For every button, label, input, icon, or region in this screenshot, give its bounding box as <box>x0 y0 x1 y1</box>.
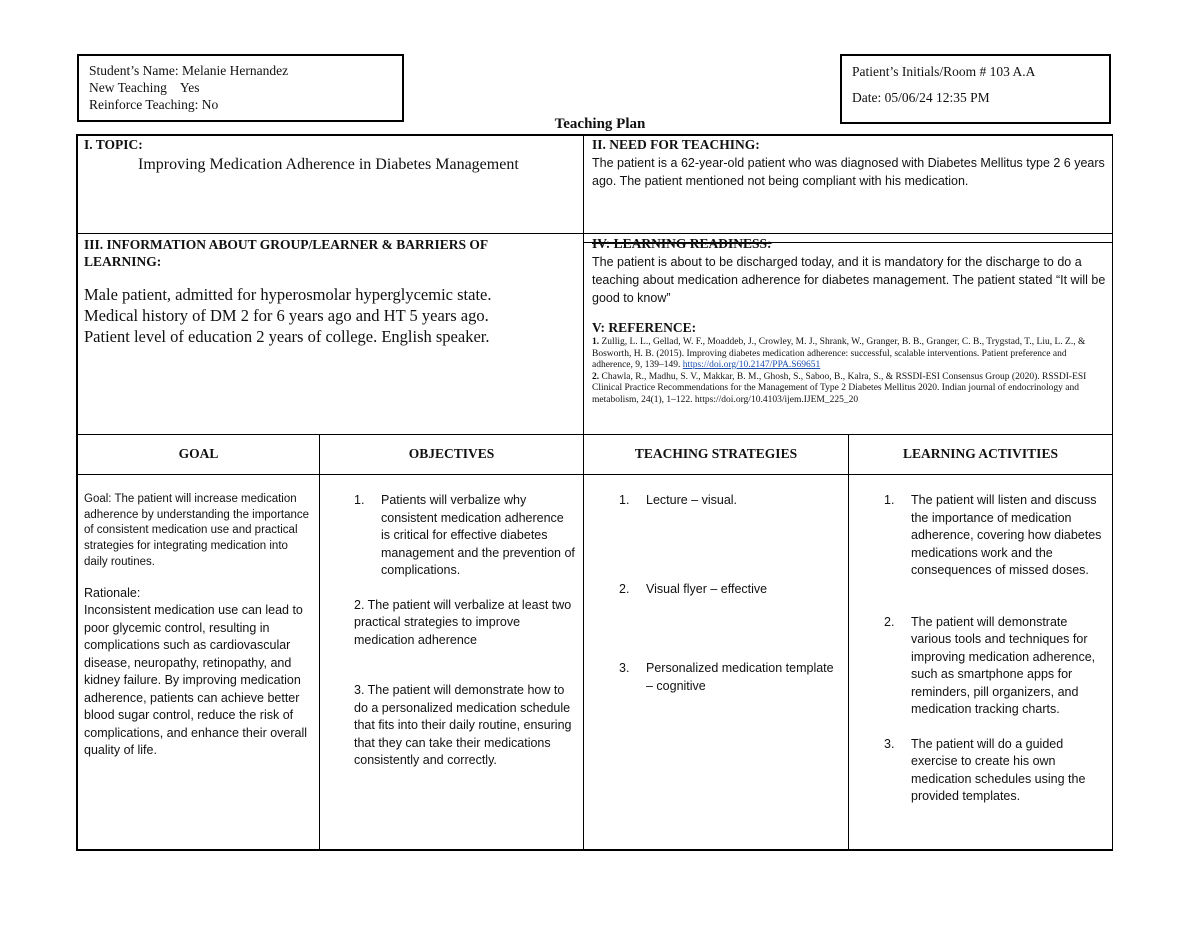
patient-info-box <box>840 54 1111 124</box>
activity-2-text: The patient will demonstrate various tools and techniques for improving medication adherence, such as smartphone apps for reminders, pill organizers, and medication tracking charts. <box>911 614 1096 716</box>
patient-initials-room: Patient’s Initials/Room # 103 A.A <box>852 64 1036 79</box>
need-heading: II. NEED FOR TEACHING: <box>592 137 760 152</box>
strategy-3-text: Personalized medication template – cognitive <box>646 661 834 693</box>
readiness-cell <box>592 236 1106 406</box>
strategy-2-number: 2. <box>619 581 630 596</box>
learner-line-3: Patient level of education 2 years of college. English speaker. <box>84 327 490 346</box>
reference-1-text: Zullig, L. L., Gellad, W. F., Moaddeb, J., Crowley, M. J., Shrank, W., Granger, B. B., Granger, C. B., Trygstad, T., Liu, L. Z., & Bosworth, H. B. (2015). Improving diabetes medication adherence: successful, scalable interventions. Patient preference and adherence, 9, 139–149. <box>592 337 1086 370</box>
new-teaching: New Teaching Yes <box>89 80 200 95</box>
topic-text: Improving Medication Adherence in Diabetes Management <box>138 156 519 173</box>
rationale-text: Inconsistent medication use can lead to poor glycemic control, resulting in complications such as cardiovascular disease, neuropathy, retinopathy, and kidney failure. By improving medication adherence, patients can achieve better blood sugar control, reduce the risk of complications, and enhance their overall quality of life. <box>84 603 308 758</box>
need-cell <box>592 137 1106 190</box>
reference-2-number: 2. <box>592 371 600 382</box>
readiness-heading: IV: LEARNING READINESS: <box>592 236 772 251</box>
learner-cell <box>84 236 554 347</box>
readiness-text: The patient is about to be discharged today, and it is mandatory for the discharge to do a teaching about medication adherence for diabetes management. The patient stated “It will be good to know” <box>592 255 1106 305</box>
student-name: Student’s Name: Melanie Hernandez <box>89 63 289 78</box>
strategy-1-number: 1. <box>619 493 630 507</box>
activity-1 <box>884 492 1109 580</box>
strategy-1-text: Lecture – visual. <box>646 493 738 507</box>
objective-1-number: 1. <box>354 493 365 507</box>
topic-heading: I. TOPIC: <box>84 137 143 152</box>
objectives-header: OBJECTIVES <box>408 446 495 461</box>
reference-1-number: 1. <box>592 337 600 347</box>
goal-text: Goal: The patient will increase medication adherence by understanding the importance of consistent medication use and practical strategies for integrating medication into daily routines. <box>84 493 310 568</box>
strategy-3 <box>619 660 834 695</box>
strategy-2-text: Visual flyer – effective <box>646 581 768 596</box>
activity-3-number: 3. <box>884 736 895 751</box>
objective-1 <box>354 492 576 580</box>
reference-1-link[interactable]: https://doi.org/10.2147/PPA.S69651 <box>682 360 821 370</box>
reference-2 <box>592 372 1106 407</box>
strategy-1 <box>619 492 834 510</box>
strategies-list <box>619 492 834 695</box>
activities-cell <box>884 492 1109 806</box>
rationale-label: Rationale: <box>84 585 141 600</box>
objectives-list <box>354 492 576 580</box>
reinforce-teaching: Reinforce Teaching: No <box>89 97 219 112</box>
strategies-cell <box>619 492 834 695</box>
activity-1-text: The patient will listen and discuss the importance of medication adherence, covering how diabetes medications work and the consequences of missed doses. <box>911 493 1102 577</box>
objectives-cell <box>354 492 576 770</box>
activity-2-number: 2. <box>884 614 895 629</box>
activities-list <box>884 492 1109 806</box>
activity-3-text: The patient will do a guided exercise to create his own medication schedules using the provided templates. <box>911 736 1086 803</box>
strategy-2 <box>619 581 834 599</box>
reference-1 <box>592 337 1106 372</box>
reference-2-text: Chawla, R., Madhu, S. V., Makkar, B. M., Ghosh, S., Saboo, B., Kalra, S., & RSSDI-ESI Consensus Group (2020). RSSDI-ESI Clinical Practice Recommendations for the Management of Type 2 Diabetes Mellitus 2020. Indian journal of endocrinology and metabolism, 24(1), 1–122. https://doi.org/10.4103/ijem.IJEM_225_20 <box>592 371 1087 405</box>
goal-cell <box>84 492 314 760</box>
learner-heading: III. INFORMATION ABOUT GROUP/LEARNER & BARRIERS OF LEARNING: <box>84 237 488 269</box>
patient-date: Date: 05/06/24 12:35 PM <box>852 90 990 105</box>
topic-cell <box>84 137 579 175</box>
page-title: Teaching Plan <box>554 116 646 132</box>
goal-header: GOAL <box>178 446 219 461</box>
strategy-3-number: 3. <box>619 661 630 675</box>
student-info-box <box>77 54 404 122</box>
need-text: The patient is a 62-year-old patient who was diagnosed with Diabetes Mellitus type 2 6 years ago. The patient mentioned not being compliant with his medication. <box>592 156 1105 188</box>
strategies-header: TEACHING STRATEGIES <box>634 446 798 461</box>
objective-1-text: Patients will verbalize why consistent medication adherence is critical for effective diabetes management and the prevention of complications. <box>381 493 575 577</box>
objective-3: 3. The patient will demonstrate how to do a personalized medication schedule that fits into their daily routine, ensuring that they can take their medications consistently and correctly. <box>354 683 572 767</box>
reference-heading: V: REFERENCE: <box>592 320 697 335</box>
activity-2 <box>884 614 1109 719</box>
activities-header: LEARNING ACTIVITIES <box>903 446 1058 461</box>
activity-3 <box>884 736 1109 806</box>
activity-1-number: 1. <box>884 493 895 507</box>
objective-2: 2. The patient will verbalize at least two practical strategies to improve medication adherence <box>354 597 572 647</box>
learner-line-1: Male patient, admitted for hyperosmolar hyperglycemic state. <box>84 285 492 304</box>
learner-line-2: Medical history of DM 2 for 6 years ago and HT 5 years ago. <box>84 306 489 325</box>
